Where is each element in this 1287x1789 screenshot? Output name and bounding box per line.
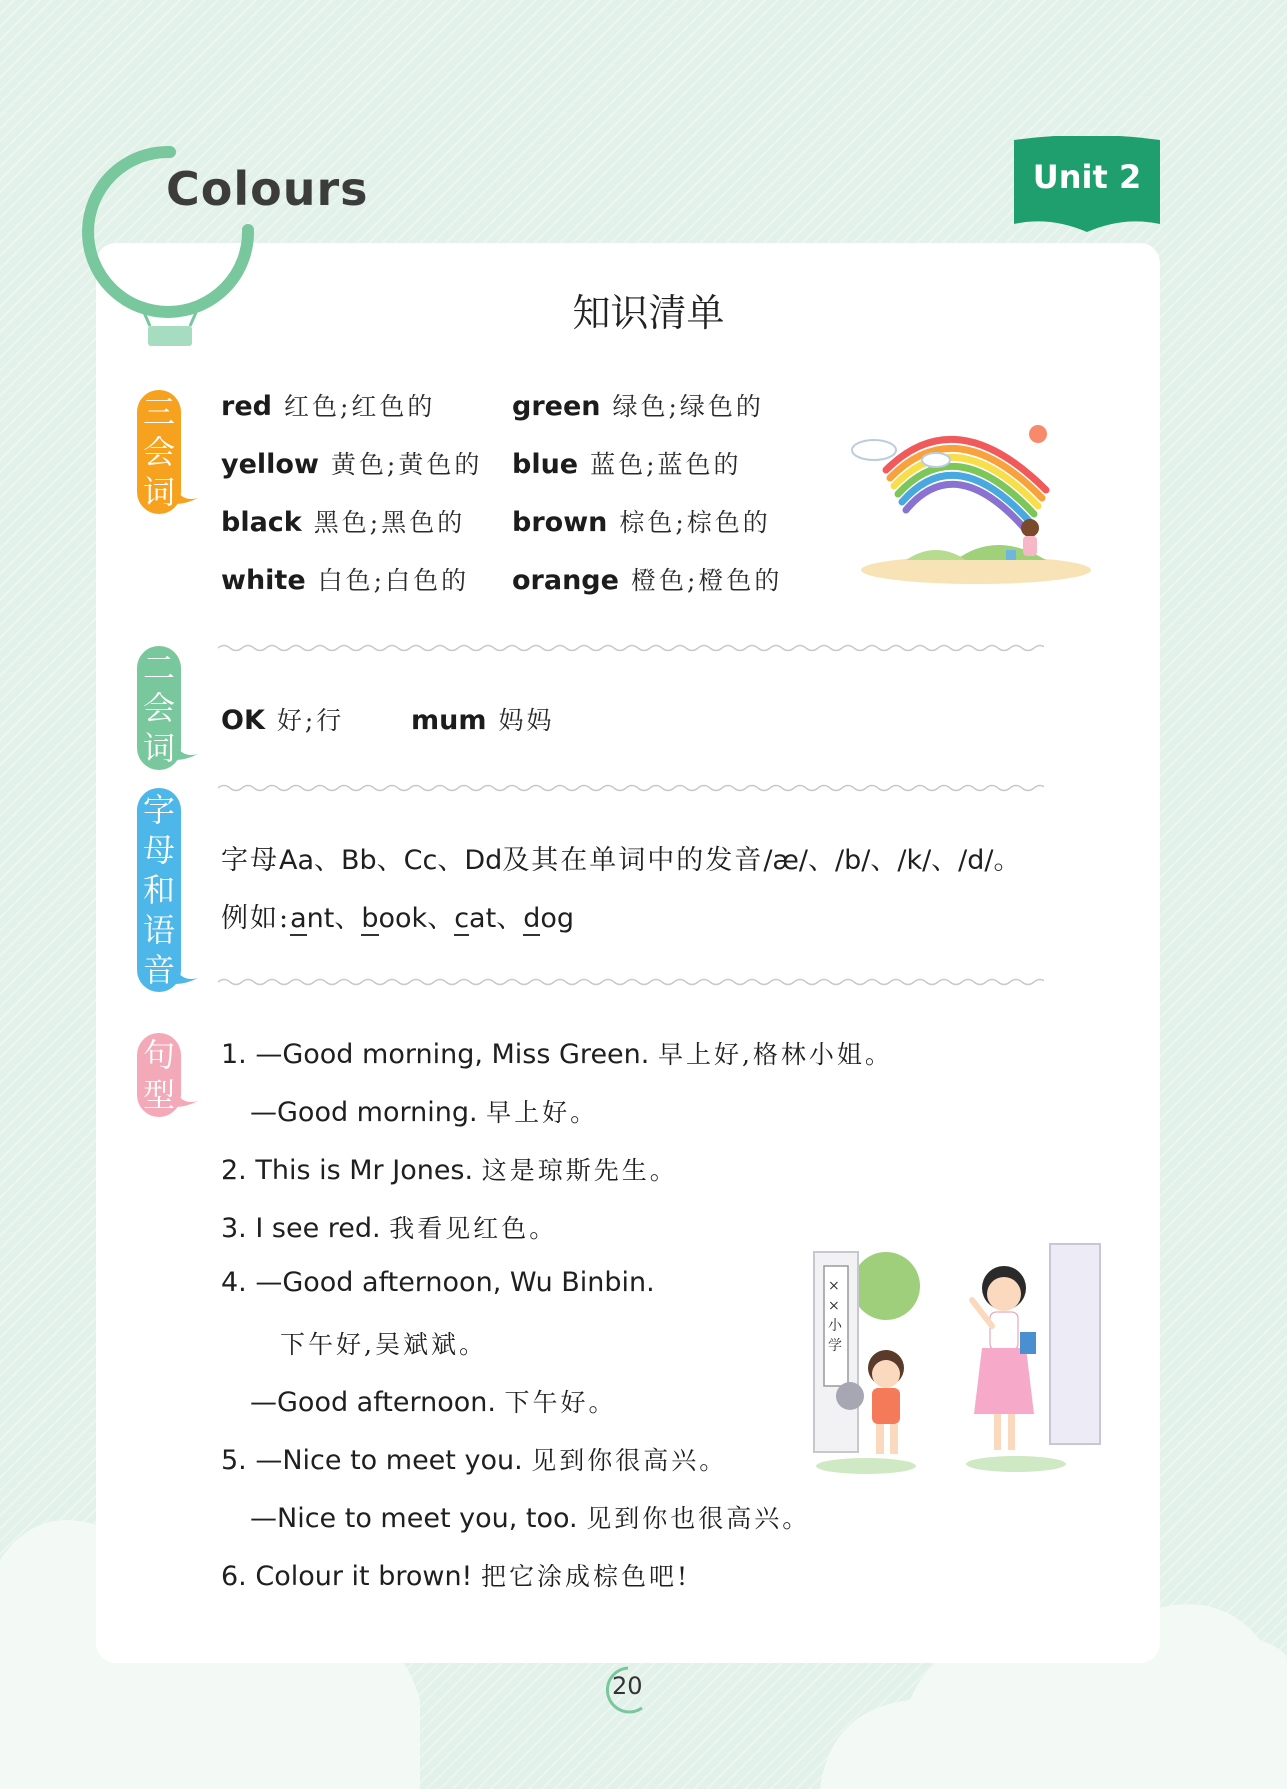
- sentence-en: 3. I see red.: [221, 1213, 381, 1244]
- sentence-en: 2. This is Mr Jones.: [221, 1155, 474, 1186]
- vocab-zh: 红色;红色的: [283, 392, 436, 421]
- badge-char: 三: [142, 393, 175, 431]
- badge-tail-icon: [176, 490, 198, 504]
- badge-char: 二: [142, 649, 175, 687]
- vocab-zh: 白色;白色的: [317, 566, 470, 595]
- vocab-zh: 蓝色;蓝色的: [590, 450, 742, 479]
- example-sep: 、: [496, 903, 524, 934]
- sentence-en: —Good morning.: [250, 1097, 478, 1128]
- vocab-item: [221, 503, 465, 539]
- badge-phonics: [137, 788, 185, 992]
- vocab-en: green: [512, 391, 601, 422]
- vocab-zh: 绿色;绿色的: [612, 392, 764, 421]
- sentence-en: 6. Colour it brown!: [221, 1561, 473, 1592]
- badge-char: 字: [142, 791, 175, 829]
- wavy-divider: [218, 977, 1044, 987]
- vocab-zh: 好;行: [276, 706, 345, 735]
- sentence-zh: 下午好,吴斌斌。: [280, 1330, 487, 1359]
- phonics-examples: [221, 896, 574, 935]
- rainbow-illustration-icon: [846, 410, 1096, 590]
- vocab-en: white: [221, 565, 306, 596]
- sentence-zh: 早上好,格林小姐。: [657, 1040, 893, 1069]
- badge-tail-icon: [176, 970, 198, 984]
- vocab-zh: 黄色;黄色的: [330, 450, 483, 479]
- sentence-zh: 见到你也很高兴。: [586, 1504, 811, 1533]
- vocab-en: orange: [512, 565, 619, 596]
- badge-char: 音: [142, 951, 175, 989]
- vocab-item: [512, 387, 764, 423]
- vocab-en: mum: [411, 705, 487, 736]
- example-rest: ook: [378, 903, 428, 934]
- badge-tail-icon: [176, 746, 198, 760]
- example-first-letter: b: [361, 903, 379, 934]
- badge-char: 会: [142, 433, 175, 471]
- example-rest: og: [540, 903, 574, 934]
- examples-prefix: 例如:: [221, 903, 291, 934]
- vocab-item: [512, 503, 771, 539]
- example-first-letter: a: [290, 903, 307, 934]
- sentence-line: [221, 1267, 655, 1298]
- phonics-rule: [221, 838, 1023, 877]
- badge-char: 句: [142, 1036, 175, 1074]
- school-sign-label: ××小学: [828, 1278, 842, 1354]
- page-number: 20: [612, 1672, 643, 1700]
- example-first-letter: d: [523, 903, 541, 934]
- badge-char: 和: [142, 871, 175, 909]
- sentence-line: [221, 1209, 557, 1245]
- vocab-item: [221, 387, 435, 423]
- example-rest: nt: [306, 903, 335, 934]
- sentence-zh: 把它涂成棕色吧!: [480, 1562, 691, 1591]
- vocab-item: [221, 701, 344, 737]
- vocab-en: brown: [512, 507, 608, 538]
- sentence-zh: 我看见红色。: [389, 1214, 558, 1243]
- sentence-en: 5. —Nice to meet you.: [221, 1445, 523, 1476]
- phonics-text: 及其在单词中的发音: [502, 845, 764, 876]
- vocab-zh: 黑色;黑色的: [313, 508, 466, 537]
- badge-char: 型: [142, 1076, 175, 1114]
- sentence-zh: 下午好。: [504, 1388, 617, 1417]
- vocab-zh: 橙色;橙色的: [630, 566, 783, 595]
- school-greeting-illustration-icon: [806, 1236, 1112, 1476]
- example-rest: at: [469, 903, 497, 934]
- badge-tail-icon: [176, 1093, 198, 1107]
- sentence-line: [250, 1499, 810, 1535]
- sentence-zh: 早上好。: [486, 1098, 599, 1127]
- vocab-zh: 妈妈: [498, 706, 555, 735]
- unit-label: Unit 2: [1032, 158, 1142, 196]
- example-first-letter: c: [454, 903, 470, 934]
- sentence-line: [250, 1383, 617, 1419]
- badge-char: 母: [142, 831, 175, 869]
- badge-char: 语: [142, 911, 175, 949]
- sentence-en: —Nice to meet you, too.: [250, 1503, 578, 1534]
- vocab-en: yellow: [221, 449, 319, 480]
- vocab-en: red: [221, 391, 272, 422]
- sentence-zh: 这是琼斯先生。: [481, 1156, 678, 1185]
- sentence-line: [221, 1557, 690, 1593]
- badge-char: 词: [142, 473, 175, 511]
- vocab-en: OK: [221, 705, 265, 736]
- sentence-line: [221, 1151, 678, 1187]
- sentence-line: [280, 1325, 487, 1361]
- badge-char: 会: [142, 689, 175, 727]
- vocab-en: blue: [512, 449, 579, 480]
- phonics-letters: Aa、Bb、Cc、Dd: [279, 845, 503, 876]
- phonics-text: 字母: [221, 845, 279, 876]
- sentence-en: 1. —Good morning, Miss Green.: [221, 1039, 650, 1070]
- example-sep: 、: [334, 903, 362, 934]
- card-heading: 知识清单: [572, 291, 725, 335]
- sentence-line: [221, 1441, 727, 1477]
- vocab-item: [512, 561, 782, 597]
- page-title: Colours: [166, 162, 369, 216]
- vocab-item: [512, 445, 742, 481]
- wavy-divider: [218, 643, 1044, 653]
- example-sep: 、: [427, 903, 455, 934]
- wavy-divider: [218, 783, 1044, 793]
- sentence-zh: 见到你很高兴。: [531, 1446, 728, 1475]
- badge-char: 词: [142, 729, 175, 767]
- phonics-text: 。: [993, 845, 1023, 876]
- vocab-zh: 棕色;棕色的: [619, 508, 771, 537]
- sentence-line: [250, 1093, 598, 1129]
- sentence-en: —Good afternoon.: [250, 1387, 496, 1418]
- vocab-en: black: [221, 507, 302, 538]
- phonics-sounds: /æ/、/b/、/k/、/d/: [763, 845, 994, 876]
- vocab-item: [221, 445, 482, 481]
- sentence-line: [221, 1035, 893, 1071]
- sentence-en: 4. —Good afternoon, Wu Binbin.: [221, 1267, 655, 1298]
- vocab-item: [411, 701, 555, 737]
- vocab-item: [221, 561, 469, 597]
